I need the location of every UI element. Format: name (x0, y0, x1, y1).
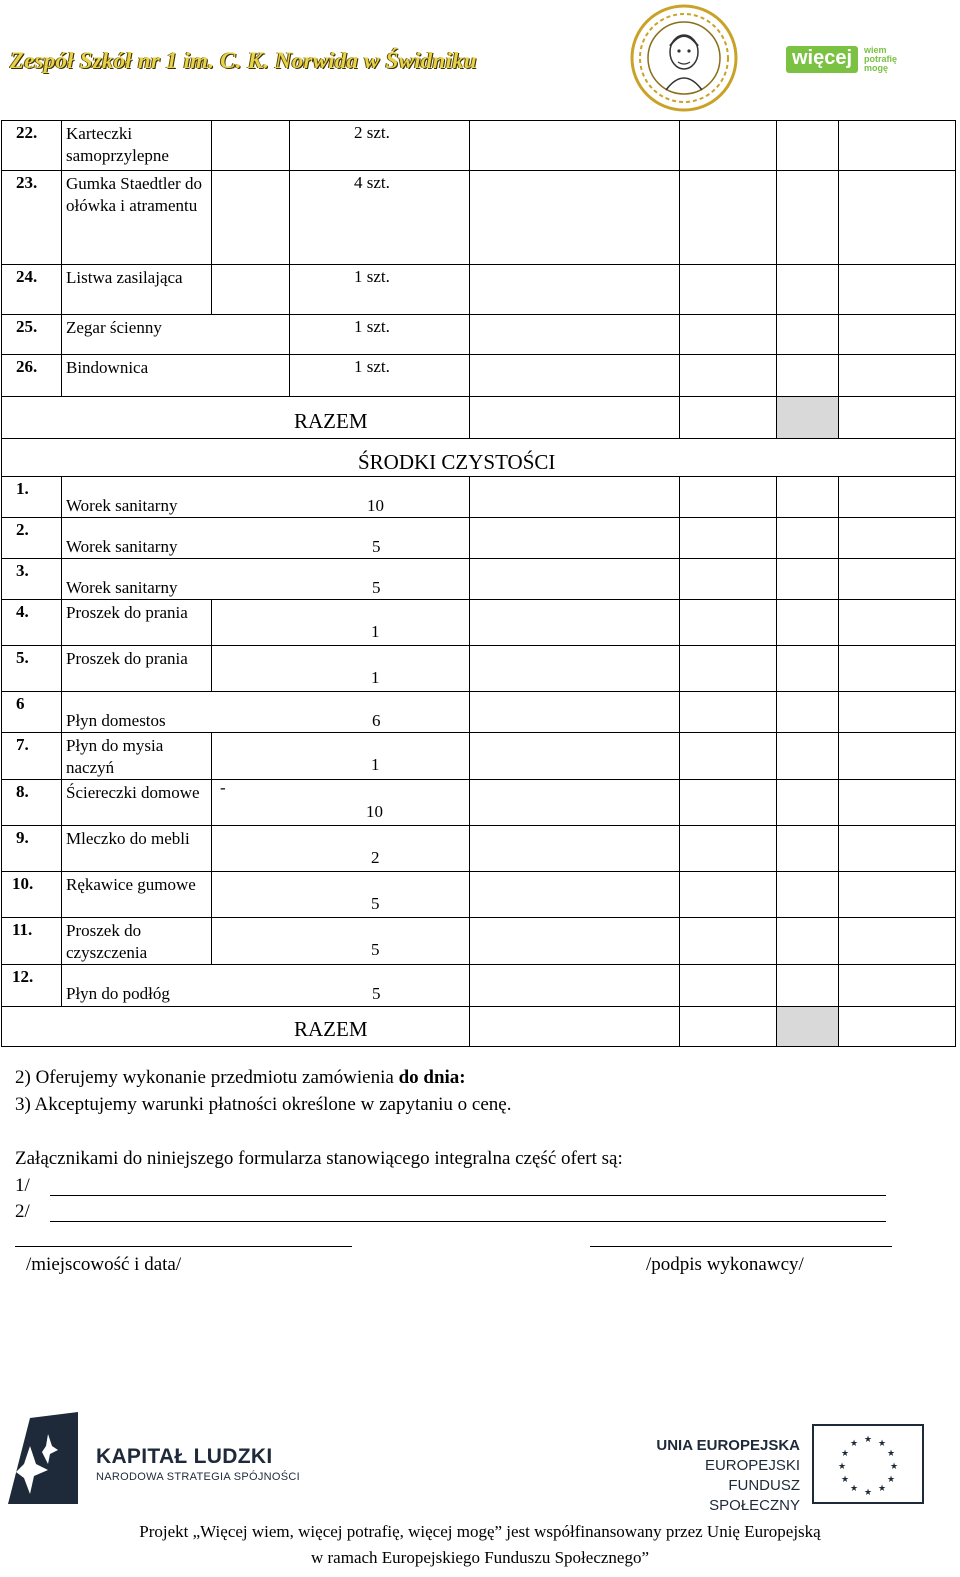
item-quantity: 5 (372, 578, 381, 597)
row-number: 12. (2, 965, 62, 1007)
qty-cell (212, 646, 470, 692)
svg-text:★: ★ (877, 1439, 887, 1449)
signature-line[interactable] (590, 1246, 892, 1247)
attachment-2-line[interactable] (50, 1221, 886, 1222)
row-number: 2. (2, 518, 62, 559)
svg-text:★: ★ (837, 1462, 847, 1472)
row-number: 25. (2, 315, 62, 355)
item-cell (62, 692, 470, 733)
tagline-word: potrafię (864, 54, 898, 64)
table-row (2, 559, 956, 600)
table-row (2, 315, 956, 355)
qty-cell (212, 918, 470, 965)
item-name: Płyn do podłóg (66, 984, 170, 1003)
qty-cell (212, 733, 470, 780)
table-row (2, 477, 956, 518)
tagline-word: wiem (864, 45, 887, 55)
place-date-line[interactable] (15, 1246, 352, 1247)
table-row (2, 265, 956, 315)
dash-mark: - (220, 778, 226, 797)
statement-3: 3) Akceptujemy warunki płatności określone w zapytaniu o cenę. (15, 1094, 512, 1115)
item-quantity: 1 (371, 755, 380, 774)
item-name: Płyn domestos (66, 711, 166, 730)
kapital-ludzki-logo-icon (8, 1412, 78, 1504)
attachment-1-label: 1/ (15, 1175, 30, 1196)
qty-cell (212, 872, 470, 918)
item-quantity: 1 szt. (290, 315, 470, 355)
row-number: 23. (2, 171, 62, 265)
statement-2 (15, 1067, 466, 1089)
funding-note-line-2: w ramach Europejskiego Funduszu Społecznego” (310, 1548, 650, 1567)
qty-cell (212, 826, 470, 872)
item-name: Worek sanitarny (66, 537, 178, 556)
svg-text:★: ★ (863, 1435, 873, 1445)
statement-2-text: 2) Oferujemy wykonanie przedmiotu zamówienia (15, 1067, 399, 1088)
item-quantity: 10 (367, 496, 384, 515)
attachments-intro: Załącznikami do niniejszego formularza stanowiącego integralna część ofert są: (15, 1148, 623, 1169)
item-cell (62, 965, 470, 1007)
place-date-label: /miejscowość i data/ (26, 1254, 182, 1275)
attachment-2-label: 2/ (15, 1201, 30, 1222)
row-number: 11. (2, 918, 62, 965)
item-quantity: 1 szt. (290, 355, 470, 397)
item-cell (62, 477, 470, 518)
signature-label: /podpis wykonawcy/ (646, 1254, 804, 1275)
table-row (2, 692, 956, 733)
table-row (2, 872, 956, 918)
table-row (2, 600, 956, 646)
wiecej-logo-tagline (864, 46, 897, 73)
table-row (2, 780, 956, 826)
offer-table (1, 120, 956, 1047)
row-number: 3. (2, 559, 62, 600)
item-quantity: 6 (372, 711, 381, 730)
eu-title: UNIA EUROPEJSKA (656, 1437, 800, 1454)
table-row (2, 121, 956, 171)
row-number: 6 (2, 692, 62, 733)
item-quantity: 1 (371, 622, 380, 641)
statement-2-bold: do dnia: (398, 1067, 466, 1088)
row-number: 26. (2, 355, 62, 397)
kapital-ludzki-wordmark (96, 1445, 300, 1483)
svg-text:★: ★ (886, 1449, 896, 1459)
funding-note-line-1: Projekt „Więcej wiem, więcej potrafię, więcej mogę” jest współfinansowany przez Unię Europejską (139, 1522, 821, 1541)
section-title: ŚRODKI CZYSTOŚCI (358, 450, 556, 474)
svg-text:★: ★ (849, 1439, 859, 1449)
svg-text:★: ★ (849, 1484, 859, 1494)
item-name: Proszek do czyszczenia (62, 918, 212, 965)
item-cell (62, 518, 470, 559)
table-row (2, 171, 956, 265)
eu-flag-icon (812, 1424, 924, 1504)
item-quantity: 1 szt. (290, 265, 470, 315)
item-name: Worek sanitarny (66, 578, 178, 597)
item-name: Płyn do mysia naczyń (62, 733, 212, 780)
item-quantity: 5 (371, 894, 380, 913)
item-quantity: 5 (371, 940, 380, 959)
item-name: Karteczki samoprzylepne (62, 121, 212, 171)
item-name: Mleczko do mebli (62, 826, 212, 872)
attachment-1-line[interactable] (50, 1195, 886, 1196)
svg-text:★: ★ (886, 1475, 896, 1485)
item-name: Rękawice gumowe (62, 872, 212, 918)
row-number: 7. (2, 733, 62, 780)
item-name: Proszek do prania (62, 600, 212, 646)
table-row (2, 826, 956, 872)
item-name: Worek sanitarny (66, 496, 178, 515)
item-name: Zegar ścienny (62, 315, 290, 355)
row-number: 22. (2, 121, 62, 171)
table-row (2, 1007, 956, 1047)
item-quantity: 10 (366, 802, 383, 821)
table-row (2, 397, 956, 439)
item-quantity: 4 szt. (290, 171, 470, 265)
svg-text:★: ★ (889, 1462, 899, 1472)
project-funding-note (0, 1519, 960, 1571)
svg-text:★: ★ (840, 1449, 850, 1459)
item-quantity: 2 (371, 848, 380, 867)
row-number: 9. (2, 826, 62, 872)
kapital-ludzki-title: KAPITAŁ LUDZKI (96, 1445, 273, 1468)
table-row (2, 518, 956, 559)
tagline-word: mogę (864, 63, 889, 73)
item-name: Bindownica (62, 355, 290, 397)
item-name: Listwa zasilająca (62, 265, 212, 315)
row-number: 10. (2, 872, 62, 918)
eu-line-3: FUNDUSZ SPOŁECZNY (709, 1477, 800, 1514)
total-label: RAZEM (2, 397, 470, 439)
school-emblem-logo (630, 4, 738, 112)
row-number: 24. (2, 265, 62, 315)
table-row (2, 646, 956, 692)
item-cell (62, 559, 470, 600)
table-row (2, 733, 956, 780)
row-number: 1. (2, 477, 62, 518)
wiecej-logo (786, 46, 897, 73)
eu-wordmark (640, 1436, 800, 1516)
total-cell-shaded (777, 1007, 839, 1047)
row-number: 4. (2, 600, 62, 646)
eu-line-2: EUROPEJSKI (704, 1457, 800, 1474)
total-cell-shaded (777, 397, 839, 439)
table-row (2, 965, 956, 1007)
item-quantity: 2 szt. (290, 121, 470, 171)
item-quantity: 5 (372, 984, 381, 1003)
svg-text:★: ★ (863, 1488, 873, 1498)
row-number: 5. (2, 646, 62, 692)
wiecej-logo-main: więcej (786, 46, 858, 73)
item-quantity: 5 (372, 537, 381, 556)
school-name-banner: Zespół Szkół nr 1 im. C. K. Norwida w Świdniku (10, 48, 477, 73)
qty-cell (212, 780, 470, 826)
item-name: Ściereczki domowe (62, 780, 212, 826)
qty-cell (212, 600, 470, 646)
table-row (2, 355, 956, 397)
svg-text:★: ★ (840, 1475, 850, 1485)
total-label: RAZEM (2, 1007, 470, 1047)
item-name: Gumka Staedtler do ołówka i atramentu (62, 171, 212, 265)
item-name: Proszek do prania (62, 646, 212, 692)
row-number: 8. (2, 780, 62, 826)
svg-text:★: ★ (877, 1484, 887, 1494)
kapital-ludzki-subtitle: NARODOWA STRATEGIA SPÓJNOŚCI (96, 1471, 300, 1483)
table-row (2, 918, 956, 965)
item-quantity: 1 (371, 668, 380, 687)
